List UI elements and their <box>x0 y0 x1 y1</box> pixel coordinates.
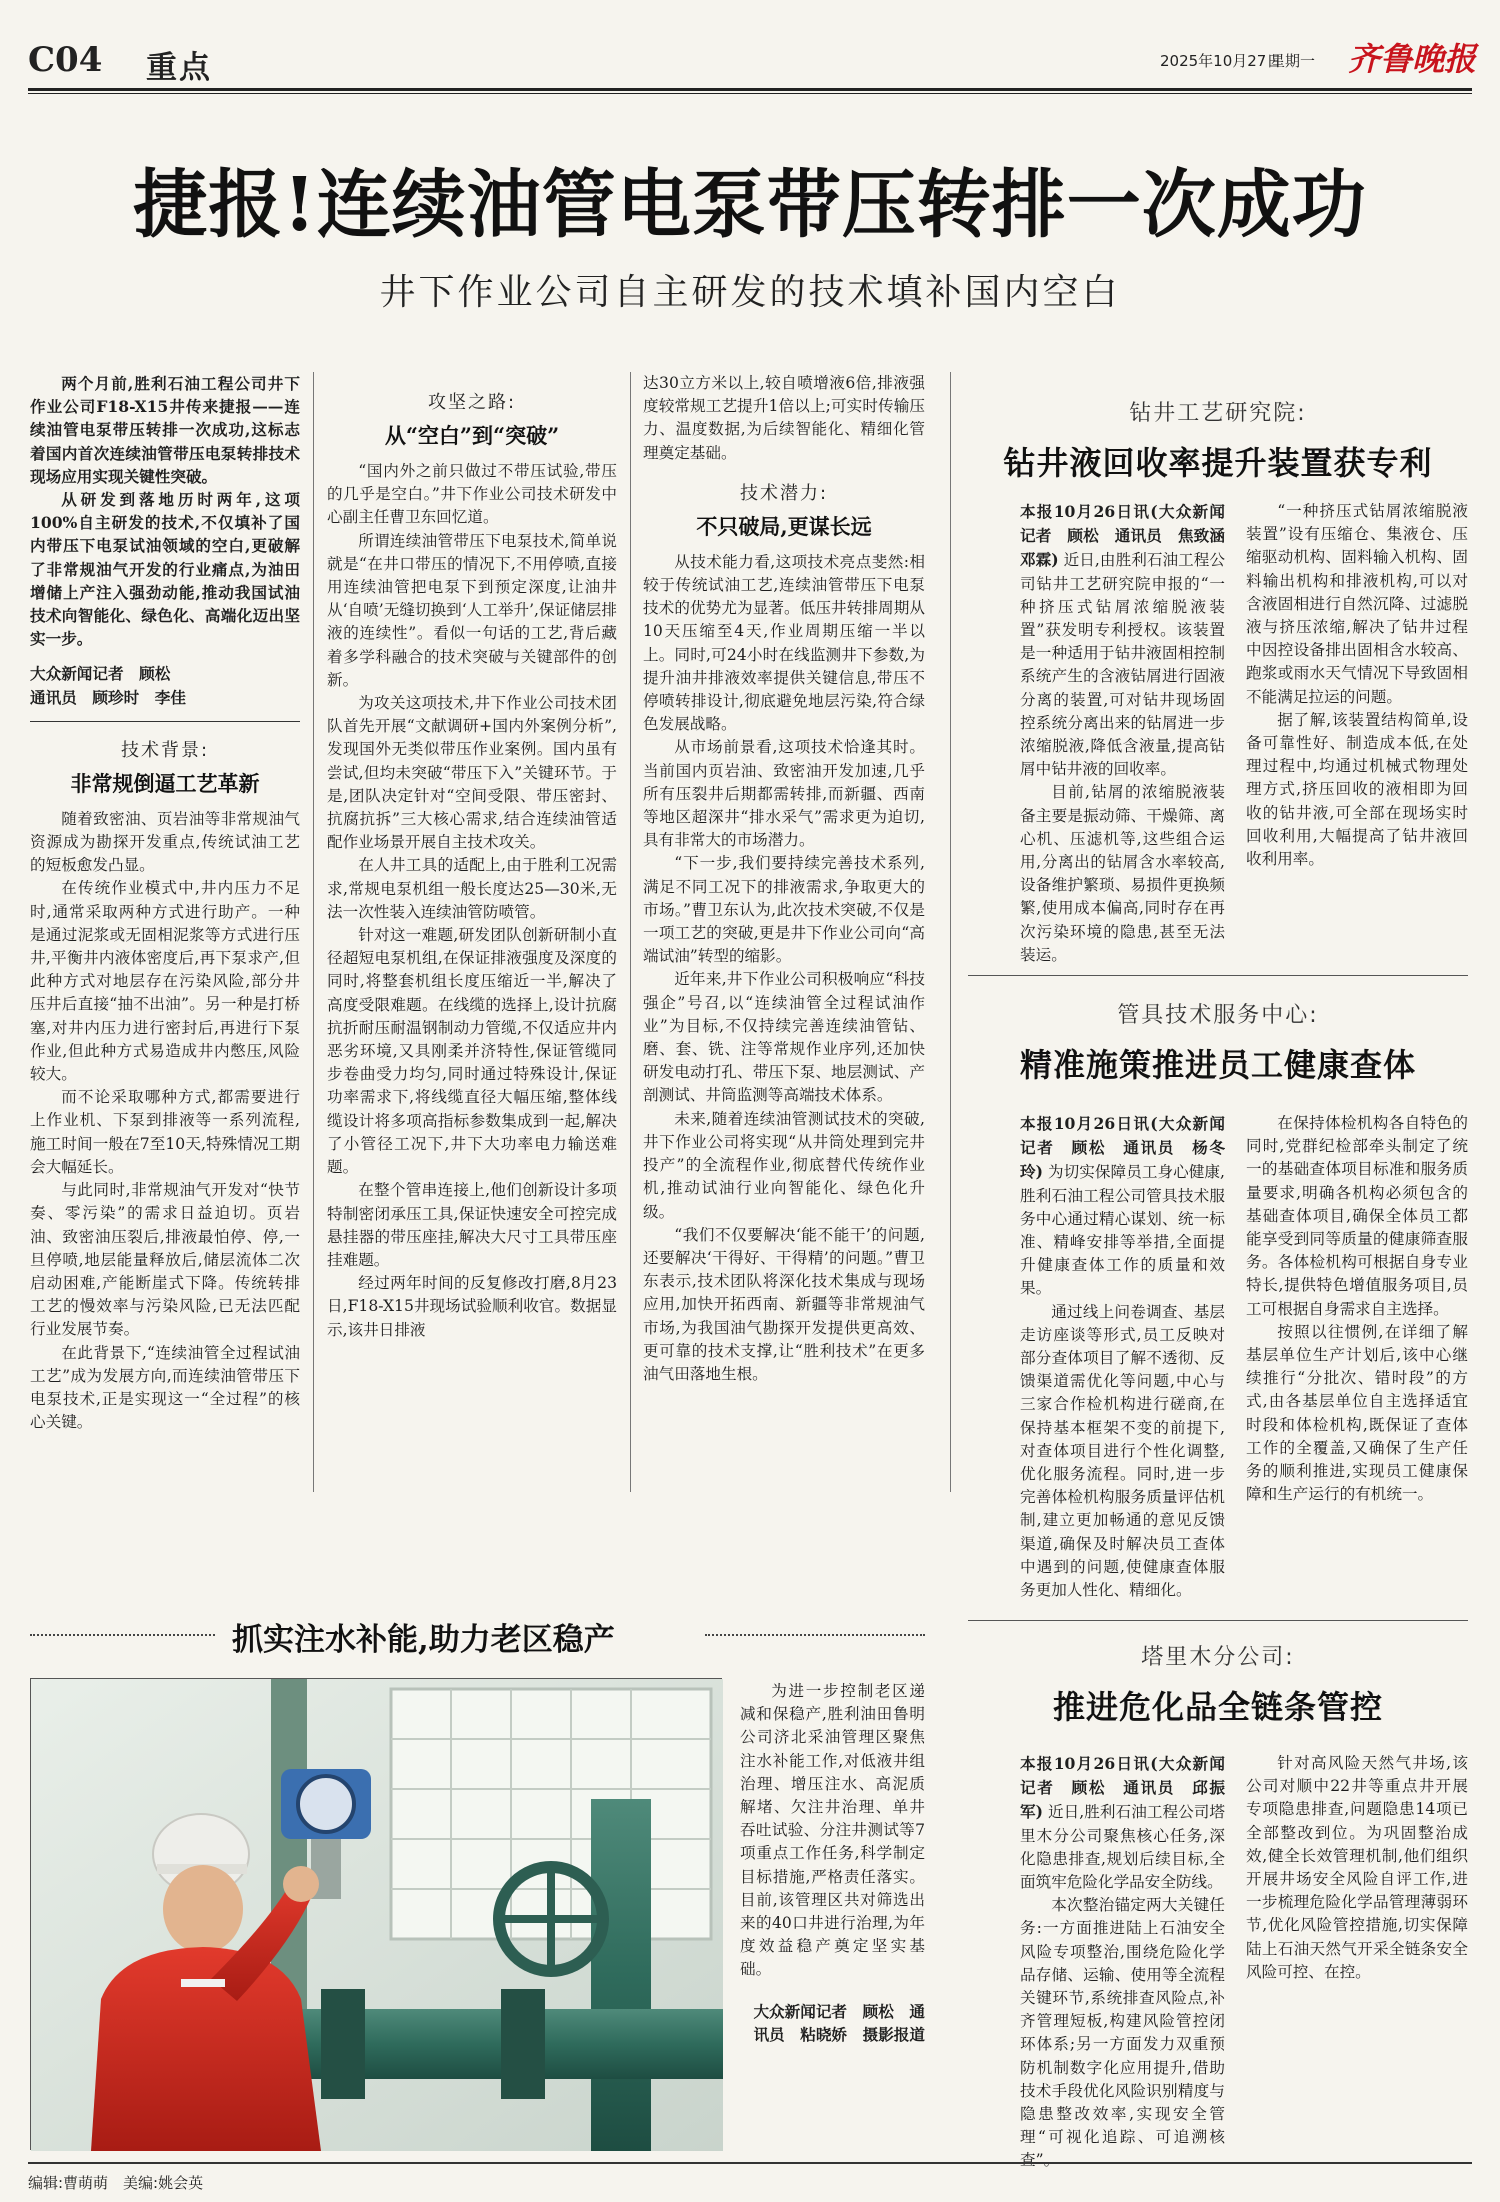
subtitle-potential: 不只破局,更谋长远 <box>696 513 872 539</box>
subtitle-background: 非常规倒逼工艺革新 <box>70 770 260 796</box>
s2-byline: 本报10月26日讯(大众新闻记者 顾松 通讯员 杨冬玲) <box>1020 1114 1225 1182</box>
header-rule <box>28 88 1472 91</box>
paragraph: “国内外之前只做过不带压试验,带压的几乎是空白。”井下作业公司技术研发中心副主任曹卫东回忆道。 <box>327 462 617 527</box>
s1-title: 钻井液回收率提升装置获专利 <box>1003 444 1433 482</box>
section-name: 重点 <box>146 50 212 86</box>
masthead-logo <box>1346 36 1476 80</box>
paragraph: 为切实保障员工身心健康,胜利石油工程公司管具技术服务中心通过精心谋划、统一标准、精峰安排等举措,全面提升健康查体工作的质量和效果。 <box>1020 1163 1225 1298</box>
paragraph: 从技术能力看,这项技术亮点斐然:相较于传统试油工艺,连续油管带压下电泵技术的优势尤为显著。低压井转排周期从10天压缩至4天,作业周期压缩一半以上。同时,可24小时在线监测井下参数,为提升油井排液效率提供关键信息,带压不停喷转排设计,彻底避免地层污染,符合绿色发展战略。 <box>643 552 925 734</box>
photo-illustration <box>31 1679 723 2151</box>
s3-body-left <box>1020 1752 1225 2170</box>
column-rule <box>950 372 951 1492</box>
paragraph: 近日,由胜利石油工程公司钻井工艺研究院申报的“一种挤压式钻屑浓缩脱液装置”获发明专利授权。该装置是一种适用于钻井液固相控制系统产生的含液钻屑进行固液分离的装置,可对钻井现场固控系统分离出来的钻屑进一步浓缩脱液,降低含液量,提高钻屑中钻井液的回收率。 <box>1020 551 1225 779</box>
paragraph: 在此背景下,“连续油管全过程试油工艺”成为发展方向,而连续油管带压下电泵技术,正是实现这一“全过程”的核心关键。 <box>30 1343 300 1432</box>
s2-body-left <box>1020 1112 1225 1608</box>
paragraph: “下一步,我们要持续完善技术系列,满足不同工况下的排液需求,争取更大的市场。”曹卫东认为,此次技术突破,不仅是一项工艺的突破,更是井下作业公司向“高端试油”转型的缩影。 <box>643 854 925 966</box>
column-2 <box>327 370 617 1492</box>
paragraph: 随着致密油、页岩油等非常规油气资源成为勘探开发重点,传统试油工艺的短板愈发凸显。 <box>30 809 300 875</box>
paragraph: 为进一步控制老区递减和保稳产,胜利油田鲁明公司济北采油管理区聚焦注水补能工作,对低液井组治理、增压注水、高泥质解堵、欠注井治理、单井吞吐试验、分注井测试等7项重点工作任务,科学制定目标措施,严格责任落实。目前,该管理区共对筛选出来的40口井进行治理,为年度效益稳产奠定坚实基础。 <box>740 1682 925 1979</box>
masthead-text: 齐鲁晚报 <box>1348 40 1477 78</box>
s3-title: 推进危化品全链条管控 <box>1052 1688 1383 1726</box>
paragraph: 从市场前景看,这项技术恰逢其时。当前国内页岩油、致密油开发加速,几乎所有压裂井后期都需转排,而新疆、西南等地区超深井“排水采气”需求更为迫切,具有非常大的市场潜力。 <box>643 738 925 850</box>
section-rule <box>968 975 1468 976</box>
main-byline-reporter: 大众新闻记者 顾松 <box>30 664 171 684</box>
paragraph: 目前,钻屑的浓缩脱液装备主要是振动筛、干燥筛、离心机、压滤机等,这些组合运用,分离出的钻屑含水率较高,设备维护繁琐、易损件更换频繁,使用成本偏高,同时存在再次污染环境的隐患,甚至无法装运。 <box>1020 783 1225 964</box>
s3-byline: 本报10月26日讯(大众新闻记者 顾松 通讯员 邱振军) <box>1020 1754 1225 1822</box>
s2-kicker: 管具技术服务中心: <box>1117 1003 1319 1028</box>
bottom-story-title: 抓实注水补能,助力老区稳产 <box>232 1622 615 1658</box>
column-1 <box>30 372 300 1492</box>
paragraph: 针对这一难题,研发团队创新研制小直径超短电泵机组,在保证排液强度及深度的同时,将整套机组长度压缩近一半,解决了高度受限难题。在线缆的选择上,设计抗腐抗折耐压耐温钢制动力管缆,不仅适应井内恶劣环境,又具刚柔并济特性,保证管缆同步卷曲受力均匀,同时通过特殊设计,保证功率需求下,将线缆直径大幅压缩,整体线缆设计将多项高指标参数集成到一起,解决了小管径工况下,井下大功率电力输送难题。 <box>327 926 617 1177</box>
paragraph: 在人井工具的适配上,由于胜利工况需求,常规电泵机组一般长度达25—30米,无法一次性装入连续油管防喷管。 <box>327 856 617 921</box>
paragraph: 与此同时,非常规油气开发对“快节奏、零污染”的需求日益迫切。页岩油、致密油压裂后,排液最怕停、停,一旦停喷,地层能量释放后,储层流体二次启动困难,产能断崖式下降。传统转排工艺的慢效率与污染风险,已无法匹配行业发展节奏。 <box>30 1181 300 1339</box>
s2-title: 精准施策推进员工健康查体 <box>1019 1046 1416 1084</box>
column-rule <box>630 372 631 1492</box>
paragraph: 本次整治锚定两大关键任务:一方面推进陆上石油安全风险专项整治,围绕危险化学品存储、运输、使用等全流程关键环节,系统排查风险点,补齐管理短板,构建风险管控闭环体系;另一方面发力双重预防机制数字化应用提升,借助技术手段优化风险识别精度与隐患整改效率,实现安全管理“可视化追踪、可追溯核查”。 <box>1020 1896 1225 2170</box>
issue-weekday: 星期一 <box>1270 52 1316 70</box>
paragraph: “我们不仅要解决‘能不能干’的问题,还要解决‘干得好、干得精’的问题。”曹卫东表示,技术团队将深化技术集成与现场应用,加快开拓西南、新疆等非常规油气市场,为我国油气勘探开发提供更高效、更可靠的技术支撑,让“胜利技术”在更多油气田落地生根。 <box>643 1225 925 1383</box>
paragraph: 通过线上问卷调查、基层走访座谈等形式,员工反映对部分查体项目了解不透彻、反馈渠道需优化等问题,中心与三家合作检机构进行磋商,在保持基本框架不变的前提下,对查体项目进行个性化调整,优化服务流程。同时,进一步完善体检机构服务质量评估机制,建立更加畅通的意见反馈渠道,确保及时解决员工查体中遇到的问题,使健康查体服务更加人性化、精细化。 <box>1020 1302 1225 1600</box>
main-headline: 捷报!连续油管电泵带压转排一次成功 <box>133 162 1367 248</box>
s1-body-left <box>1020 500 1241 964</box>
column-separator <box>30 721 300 722</box>
paragraph: 在传统作业模式中,井内压力不足时,通常采取两种方式进行助产。一种是通过泥浆或无固相泥浆等方式进行压井,平衡井内液体密度后,再下泵求产,但此种方式对地层存在污染风险,部分井压井后直接“抽不出油”。另一种是打桥塞,对井内压力进行密封后,再进行下泵作业,但此种方式易造成井内憋压,风险较大。 <box>30 879 300 1084</box>
issue-date: 2025年10月27日 <box>1160 52 1282 70</box>
s2-body-right <box>1246 1112 1468 1608</box>
paragraph: 在整个管串连接上,他们创新设计多项特制密闭承压工具,保证快速安全可控完成悬挂器的带压座挂,解决大尺寸工具带压座挂难题。 <box>327 1181 617 1269</box>
s3-body-right <box>1246 1752 1468 2154</box>
paragraph: 为攻关这项技术,井下作业公司技术团队首先开展“文献调研+国内外案例分析”,发现国外无类似带压作业案例。国内虽有尝试,但均未突破“带压下入”关键环节。于是,团队决定针对“空间受限、带压密封、抗腐抗拆”三大核心需求,结合连续油管适配作业场景开展自主技术攻关。 <box>327 694 617 852</box>
main-subhead: 井下作业公司自主研发的技术填补国内空白 <box>379 272 1121 313</box>
s3-kicker: 塔里木分公司: <box>1141 1645 1295 1670</box>
page-code: C04 <box>28 40 103 80</box>
paragraph: 所谓连续油管带压下电泵技术,简单说就是“在井口带压的情况下,不用停喷,直接用连续油管把电泵下到预定深度,让油井从‘自喷’无缝切换到‘人工举升’,保证储层排液的连续性”。看似一句话的工艺,背后藏着多学科融合的技术突破与关键部件的创新。 <box>327 531 617 689</box>
dotted-rule-left <box>30 1634 215 1636</box>
paragraph: 近年来,井下作业公司积极响应“科技强企”号召,以“连续油管全过程试油作业”为目标,不仅持续完善连续油管钻、磨、套、铣、注等常规作业序列,还加快研发电动打孔、带压下泵、地层测试、产剖测试、井筒监测等高端技术体系。 <box>643 970 925 1105</box>
editor-credit: 编辑:曹萌萌 美编:姚会英 <box>28 2174 204 2192</box>
s1-byline: 本报10月26日讯(大众新闻记者 顾松 通讯员 焦致涵 邓霖) <box>1020 502 1241 570</box>
worker-photo <box>30 1678 722 2150</box>
paragraph: 达30立方米以上,较自喷增液6倍,排液强度较常规工艺提升1倍以上;可实时传输压力、温度数据,为后续智能化、精细化管理奠定基础。 <box>643 374 925 462</box>
s1-kicker: 钻井工艺研究院: <box>1129 401 1307 426</box>
column-rule <box>313 372 314 1492</box>
paragraph: 针对高风险天然气井场,该公司对顺中22井等重点井开展专项隐患排查,问题隐患14项已全部整改到位。为巩固整治成效,健全长效管理机制,他们组织开展井场安全风险自评工作,进一步梳理危险化学品管理薄弱环节,优化风险管控措施,切实保障陆上石油天然气开采全链条安全风险可控、在控。 <box>1246 1754 1468 1981</box>
column-3 <box>643 372 925 1492</box>
paragraph: 经过两年时间的反复修改打磨,8月23日,F18-X15井现场试验顺利收官。数据显示,该井日排液 <box>327 1274 617 1339</box>
s1-body-right <box>1246 500 1468 962</box>
main-byline-correspondents: 通讯员 顾珍时 李佳 <box>30 687 186 707</box>
paragraph: 据了解,该装置结构简单,设备可靠性好、制造成本低,在处理过程中,均通过机械式物理处理方式,挤压回收的液相即为回收的钻井液,可全部在现场实时回收利用,大幅提高了钻井液回收利用率。 <box>1246 710 1468 869</box>
kicker-background: 技术背景: <box>120 739 210 761</box>
kicker-road: 攻坚之路: <box>427 392 517 413</box>
photo-credit: 大众新闻记者 顾松 通讯员 粘晓娇 摄影报道 <box>753 2001 925 2044</box>
section-rule <box>968 1620 1468 1621</box>
bottom-story-body <box>740 1680 925 2156</box>
paragraph: 而不论采取哪种方式,都需要进行上作业机、下泵到排液等一系列流程,施工时间一般在7至10天,特殊情况工期会大幅延长。 <box>30 1088 300 1176</box>
paragraph: 按照以往惯例,在详细了解基层单位生产计划后,该中心继续推行“分批次、错时段”的方式,由各基层单位自主选择适宜时段和体检机构,既保证了查体工作的全覆盖,又确保了生产任务的顺利推进,实现员工健康保障和生产运行的有机统一。 <box>1246 1322 1468 1504</box>
lead-paragraph-2: 从研发到落地历时两年,这项100%自主研发的技术,不仅填补了国内带压下电泵试油领域的空白,更破解了非常规油气开发的行业痛点,为油田增储上产注入强劲动能,推动我国试油技术向智能化、绿色化、高端化迈出坚实一步。 <box>30 490 300 649</box>
paragraph: 近日,胜利石油工程公司塔里木分公司聚焦核心任务,深化隐患排查,规划后续目标,全面筑牢危险化学品安全防线。 <box>1020 1803 1225 1892</box>
lead-paragraph: 两个月前,胜利石油工程公司井下作业公司F18-X15井传来捷报——连续油管电泵带压转排一次成功,这标志着国内首次连续油管带压电泵转排技术现场应用实现关键性突破。 <box>30 374 300 486</box>
kicker-potential: 技术潜力: <box>739 482 829 504</box>
paragraph: 在保持体检机构各自特色的同时,党群纪检部牵头制定了统一的基础查体项目标准和服务质量要求,明确各机构必须包含的基础查体项目,确保全体员工都能享受到同等质量的健康筛查服务。各体检机构可根据自身专业特长,提供特色增值服务项目,员工可根据自身需求自主选择。 <box>1246 1114 1468 1318</box>
page-footer <box>28 2162 1472 2198</box>
paragraph: 未来,随着连续油管测试技术的突破,井下作业公司将实现“从井筒处理到完井投产”的全流程作业,彻底替代传统作业机,推动试油行业向智能化、绿色化升级。 <box>643 1109 925 1221</box>
header-rule-thin <box>28 93 1472 94</box>
subtitle-road: 从“空白”到“突破” <box>384 423 560 448</box>
paragraph: “一种挤压式钻屑浓缩脱液装置”设有压缩仓、集液仓、压缩驱动机构、固料输入机构、固料输出机构和排液机构,可以对含液固相进行自然沉降、过滤脱液与挤压浓缩,解决了钻井过程中因控设备排出固相含水较高、跑浆或雨水天气情况下导致固相不能满足拉运的问题。 <box>1246 502 1468 706</box>
dotted-rule-right <box>705 1634 925 1636</box>
